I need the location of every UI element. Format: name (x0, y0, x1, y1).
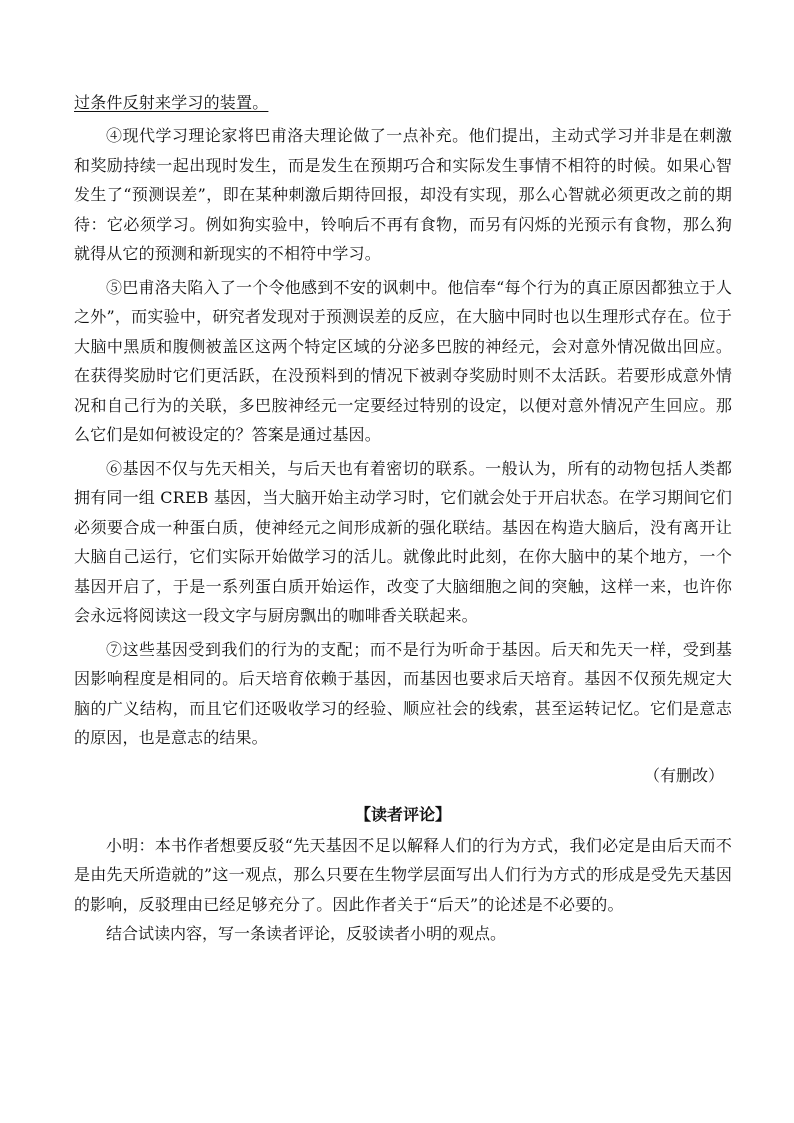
source-note: （有删改） (643, 765, 724, 785)
continued-line: 过条件反射来学习的装置。 (74, 93, 269, 112)
question-prompt: 结合试读内容，写一条读者评论，反驳读者小明的观点。 (106, 924, 507, 943)
reader-comment-title: 【读者评论】 (354, 804, 451, 824)
document-page (74, 88, 732, 948)
paragraph-6: ⑥基因不仅与先天相关，与后天也有着密切的联系。一般认为，所有的动物包括人类都拥有同一组 CREB 基因，当大脑开始主动学习时，它们就会处于开启状态。在学习期间它们必须要合成一种蛋白质，使神经元之间形成新的强化联结。基因在构造大脑后，没有离开让大脑自己运行，它们实际开始做学习的活儿。就像此时此刻，在你大脑中的某个地方，一个基因开启了，于是一系列蛋白质开始运作，改变了大脑细胞之间的突触，这样一来，也许你会永远将阅读这一段文字与厨房飘出的咖啡香关联起来。 (74, 458, 732, 625)
paragraph-4: ④现代学习理论家将巴甫洛夫理论做了一点补充。他们提出，主动式学习并非是在刺激和奖励持续一起出现时发生，而是发生在预期巧合和实际发生事情不相符的时候。如果心智发生了“预测误差”，即在某种刺激后期待回报，却没有实现，那么心智就必须更改之前的期待：它必须学习。例如狗实验中，铃响后不再有食物，而另有闪烁的光预示有食物，那么狗就得从它的预测和新现实的不相符中学习。 (74, 126, 732, 263)
paragraph-7: ⑦这些基因受到我们的行为的支配；而不是行为听命于基因。后天和先天一样，受到基因影响程度是相同的。后天培育依赖于基因，而基因也要求后天培育。基因不仅预先规定大脑的广义结构，而且它们还吸收学习的经验、顺应社会的线索，甚至运转记忆。它们是意志的原因，也是意志的结果。 (74, 639, 732, 747)
paragraph-5: ⑤巴甫洛夫陷入了一个令他感到不安的讽刺中。他信奉“每个行为的真正原因都独立于人之外”，而实验中，研究者发现对于预测误差的反应，在大脑中同时也以生理形式存在。位于大脑中黑质和腹侧被盖区这两个特定区域的分泌多巴胺的神经元，会对意外情况做出回应。在获得奖励时它们更活跃，在没预料到的情况下被剥夺奖励时则不太活跃。若要形成意外情况和自己行为的关联，多巴胺神经元一定要经过特别的设定，以便对意外情况产生回应。那么它们是如何被设定的？答案是通过基因。 (74, 277, 732, 444)
reader-comment-text: 小明：本书作者想要反驳“先天基因不足以解释人们的行为方式，我们必定是由后天而不是由先天所造就的”这一观点，那么只要在生物学层面写出人们行为方式的形成是受先天基因的影响，反驳理由已经足够充分了。因此作者关于“后天”的论述是不必要的。 (74, 835, 732, 914)
